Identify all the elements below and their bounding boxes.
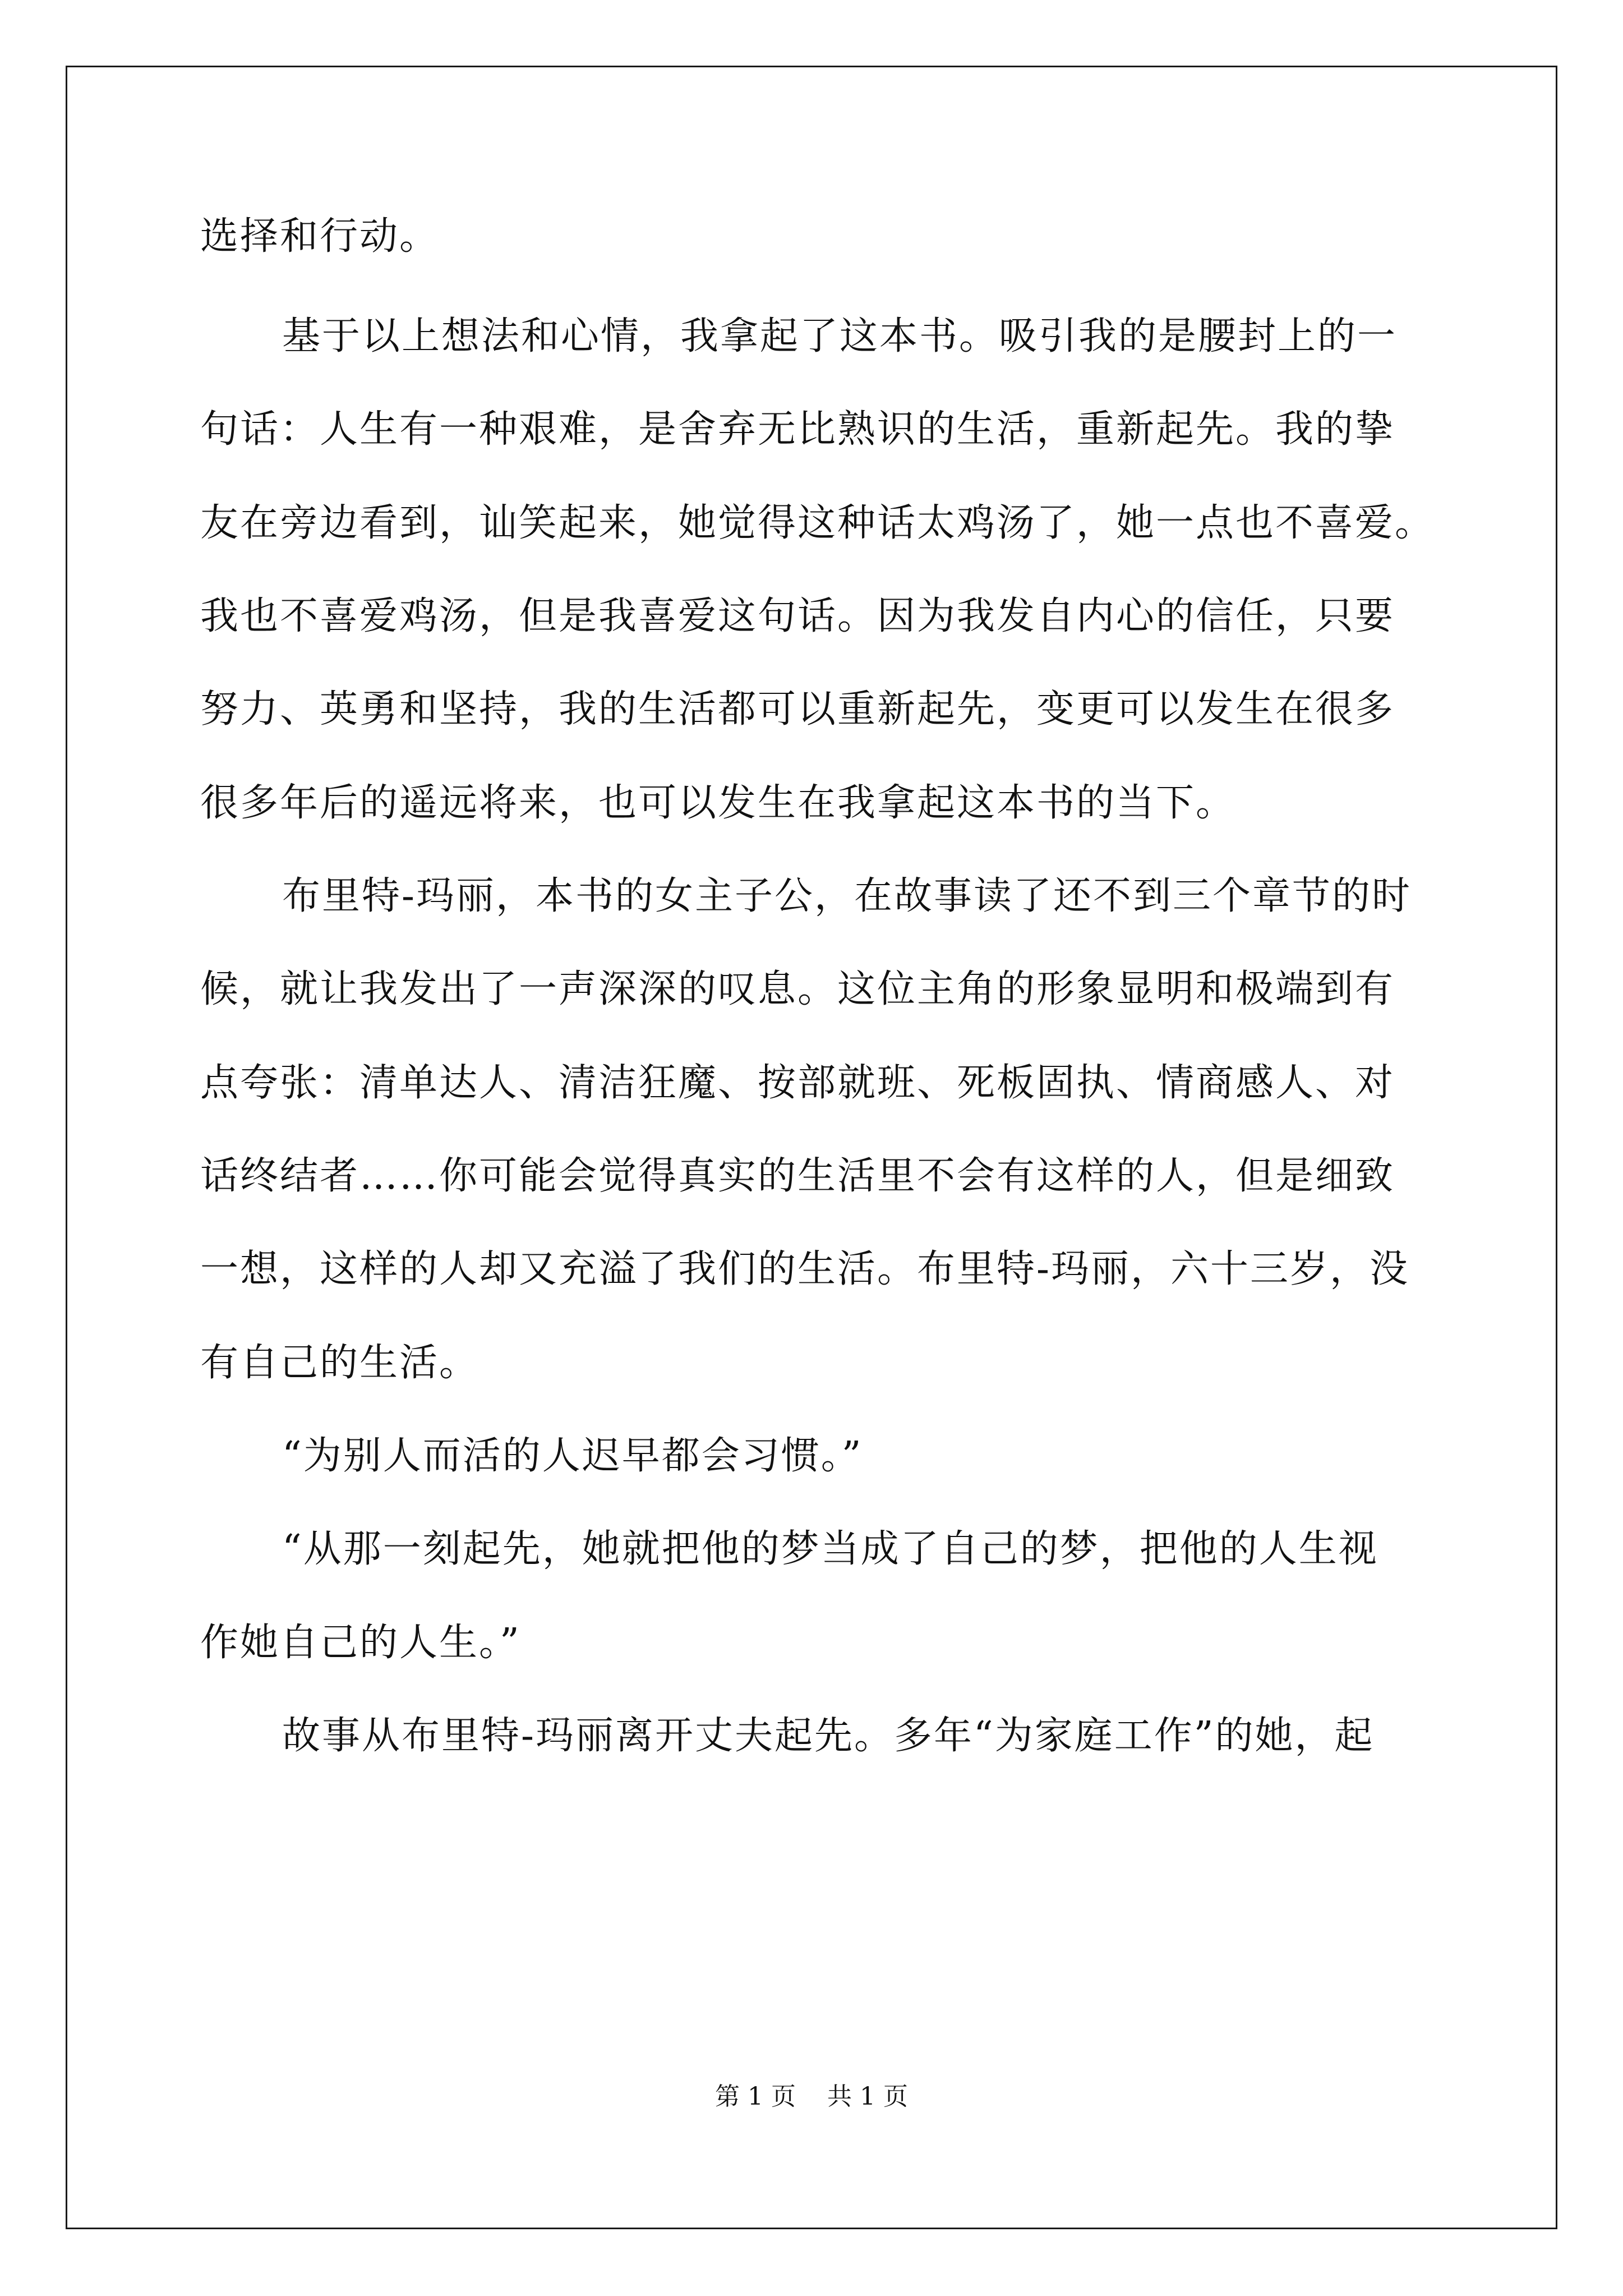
paragraph-start-line: 故事从布里特-玛丽离开丈夫起先。多年“为家庭工作”的她，起 <box>282 1714 1375 1758</box>
text-line: 一想，这样的人却又充溢了我们的生活。布里特-玛丽，六十三岁，没 <box>200 1247 1409 1291</box>
text-line: 作她自己的人生。” <box>200 1621 521 1665</box>
text-line: 很多年后的遥远将来，也可以发生在我拿起这本书的当下。 <box>200 781 1236 825</box>
paragraph-start-line: 基于以上想法和心情，我拿起了这本书。吸引我的是腰封上的一 <box>282 314 1398 358</box>
text-line: 选择和行动。 <box>200 214 440 259</box>
page-number: 第 1 页 <box>715 2082 796 2111</box>
paragraph-start-line: 布里特-玛丽，本书的女主子公，在故事读了还不到三个章节的时 <box>282 874 1412 918</box>
text-line: 有自己的生活。 <box>200 1341 479 1385</box>
page-border <box>66 66 1557 2229</box>
text-line: 我也不喜爱鸡汤，但是我喜爱这句话。因为我发自内心的信任，只要 <box>200 594 1395 638</box>
page-total: 共 1 页 <box>827 2082 908 2111</box>
text-line: 友在旁边看到，讪笑起来，她觉得这种话太鸡汤了，她一点也不喜爱。 <box>200 501 1435 545</box>
text-line: 点夸张：清单达人、清洁狂魔、按部就班、死板固执、情商感人、对 <box>200 1061 1395 1105</box>
text-line: 候，就让我发出了一声深深的叹息。这位主角的形象显明和极端到有 <box>200 967 1395 1011</box>
text-line: 句话：人生有一种艰难，是舍弃无比熟识的生活，重新起先。我的挚 <box>200 407 1395 452</box>
page-footer <box>0 2081 1623 2113</box>
text-line: 话终结者……你可能会觉得真实的生活里不会有这样的人，但是细致 <box>200 1154 1395 1198</box>
quote-line: “为别人而活的人迟早都会习惯。” <box>282 1434 863 1478</box>
quote-line: “从那一刻起先，她就把他的梦当成了自己的梦，把他的人生视 <box>282 1527 1378 1571</box>
text-line: 努力、英勇和坚持，我的生活都可以重新起先，变更可以发生在很多 <box>200 687 1395 731</box>
